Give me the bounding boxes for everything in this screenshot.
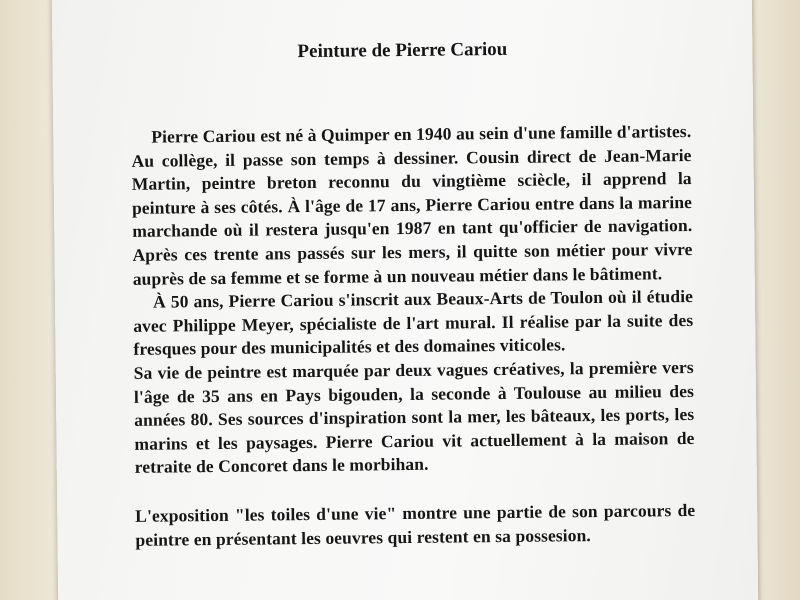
paper-sheet (52, 0, 758, 600)
exhibition-text (135, 499, 695, 552)
biography-text (131, 120, 695, 480)
paragraph-early-life: Pierre Cariou est né à Quimper en 1940 au sein d'une famille d'artistes. Au collège, il passe son temps à dessiner. Cousin direct de Jean-Marie Martin, peintre breton reconnu du vingtième sciècle, il apprend la peinture à ses côtés. À l'âge de 17 ans, Pierre Cariou entre dans la marine marchande où il restera jusqu'en 1987 en tant qu'officier de navigation. Après ces trente ans passés sur les mers, il quitte son métier pour vivre auprès de sa femme et se forme à un nouveau métier dans le bâtiment. (131, 120, 693, 289)
document-title: Peinture de Pierre Cariou (297, 38, 508, 63)
paragraph-beaux-arts: À 50 ans, Pierre Cariou s'inscrit aux Beaux-Arts de Toulon où il étudie avec Philippe Meyer, spécialiste de l'art mural. Il réalise par la suite des fresques pour des municipalités et des domaines viticoles. (133, 286, 694, 360)
paragraph-painting-life: Sa vie de peintre est marquée par deux vagues créatives, la première vers l'âge de 35 ans en Pays bigouden, la seconde à Toulouse au milieu des années 80. Ses sources d'inspiration sont la mer, les bâteaux, les ports, les marins et les paysages. Pierre Cariou vit actuellement à la maison de retraite de Concoret dans le morbihan. (133, 356, 695, 478)
paragraph-exhibition: L'exposition "les toiles d'une vie" montre une partie de son parcours de peintre en présentant les oeuvres qui restent en sa possesion. (135, 499, 696, 550)
